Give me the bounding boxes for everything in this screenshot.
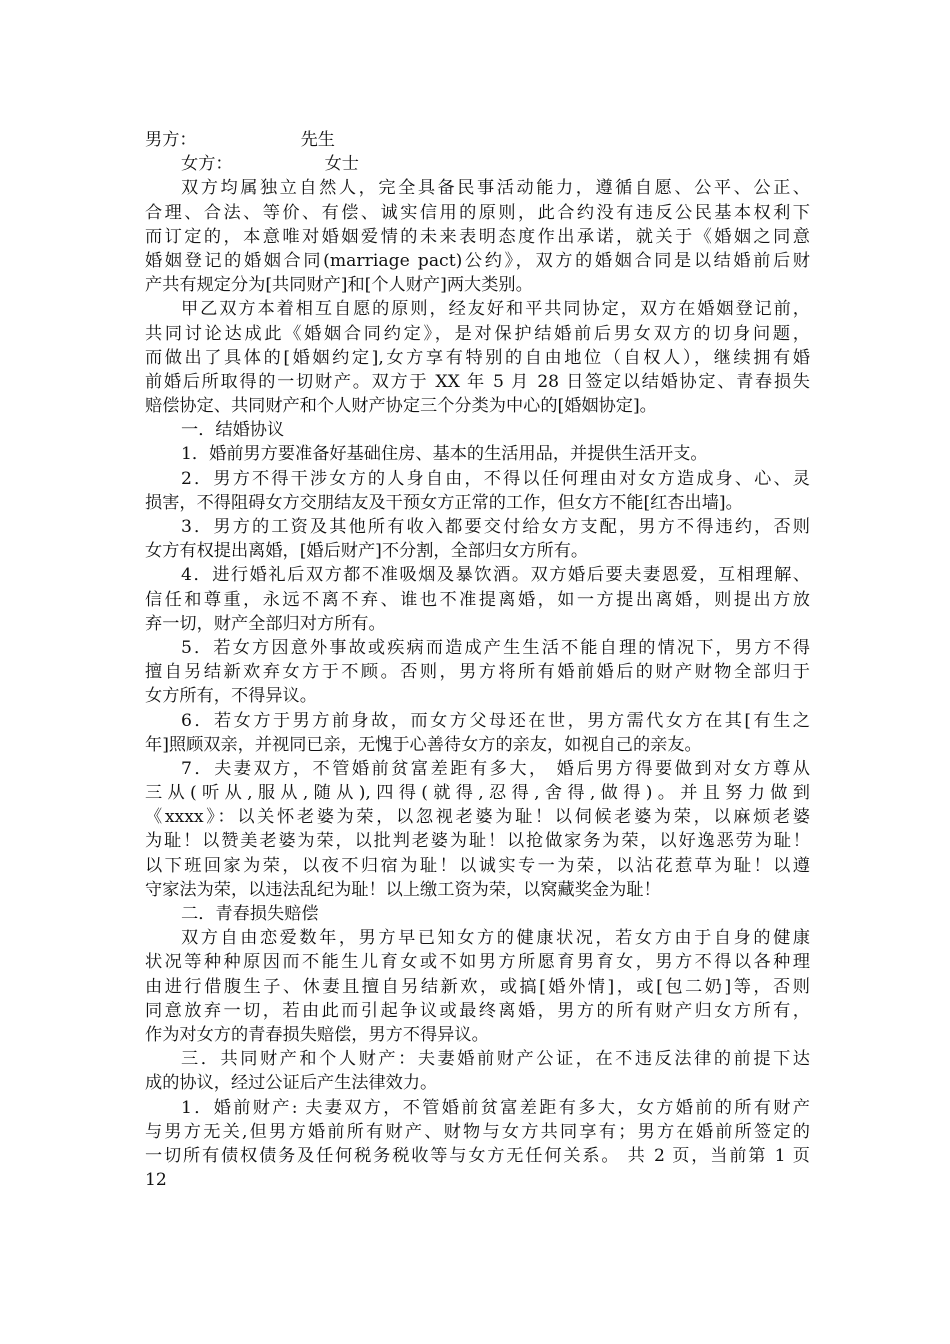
text-line: 产共有规定分为[共同财产]和[个人财产]两大类别。 xyxy=(145,275,533,296)
text-line: 合理、合法、等价、有偿、诚实信用的原则，此合约没有违反公民基本权利下 xyxy=(145,202,810,223)
text-line: 一．结婚协议 xyxy=(181,420,285,441)
text-line: 三．共同财产和个人财产：夫妻婚前财产公证，在不违反法律的前提下达 xyxy=(181,1049,810,1070)
text-line: 状况等种种原因而不能生儿育女或不如男方所愿育男育女，男方不得以各种理 xyxy=(145,952,810,973)
text-line: 甲乙双方本着相互自愿的原则，经友好和平共同协定，双方在婚姻登记前， xyxy=(181,299,810,320)
text-line: 3．男方的工资及其他所有收入都要交付给女方支配，男方不得违约，否则 xyxy=(181,517,810,537)
contract-body xyxy=(145,176,810,1192)
text-line: 三从(听从,服从,随从),四得(就得,忍得,舍得,做得)。并且努力做到 xyxy=(145,783,810,804)
text-line: 1．婚前财产: 夫妻双方，不管婚前贫富差距有多大，女方婚前的所有财产 xyxy=(181,1097,810,1118)
text-line: 信任和尊重，永远不离不弃、谁也不准提离婚，如一方提出离婚，则提出方放 xyxy=(145,589,810,610)
female-line xyxy=(145,152,810,176)
text-line: 损害，不得阻碍女方交朋结友及干预女方正常的工作，但女方不能[红杏出墙]。 xyxy=(145,492,743,513)
text-line: 一切所有债权债务及任何税务税收等与女方无任何关系。 共 2 页，当前第 1 页 xyxy=(145,1145,810,1166)
text-line: 擅自另结新欢弃女方于不顾。否则，男方将所有婚前婚后的财产财物全部归于 xyxy=(145,662,810,683)
text-line: 前婚后所取得的一切财产。双方于 XX 年 5 月 28 日签定以结婚协定、青春损失 xyxy=(145,371,810,392)
text-line: 同意放弃一切，若由此而引起争议或最终离婚，男方的所有财产归女方所有， xyxy=(145,1000,810,1021)
text-line: 1．婚前男方要准备好基础住房、基本的生活用品，并提供生活开支。 xyxy=(181,444,708,465)
text-line: 12 xyxy=(145,1170,167,1191)
male-title: 先生 xyxy=(300,130,335,150)
male-line xyxy=(145,128,810,152)
text-line: 共同讨论达成此《婚姻合同约定》，是对保护结婚前后男女双方的切身问题， xyxy=(145,323,810,344)
text-line: 为耻！以赞美老婆为荣，以批判老婆为耻！以抢做家务为荣，以好逸恶劳为耻！ xyxy=(145,831,810,852)
male-label: 男方： xyxy=(145,130,197,150)
female-label: 女方： xyxy=(181,154,233,175)
text-line: 由进行借腹生子、休妻且擅自另结新欢，或搞[婚外情]，或[包二奶]等，否则 xyxy=(145,976,810,997)
text-line: 婚姻登记的婚姻合同(marriage pact)公约》，双方的婚姻合同是以结婚前后财 xyxy=(145,250,810,271)
text-line: 赔偿协定、共同财产和个人财产协定三个分类为中心的[婚姻协定]。 xyxy=(145,396,657,417)
text-line: 以下班回家为荣，以夜不归宿为耻！以诚实专一为荣，以沾花惹草为耻！以遵 xyxy=(145,855,810,876)
female-title: 女士 xyxy=(324,154,359,175)
text-line: 5．若女方因意外事故或疾病而造成产生生活不能自理的情况下，男方不得 xyxy=(181,637,810,658)
text-line: 作为对女方的青春损失赔偿，男方不得异议。 xyxy=(145,1024,489,1045)
text-line: 女方有权提出离婚，[婚后财产]不分割，全部归女方所有。 xyxy=(145,541,589,562)
contract-page xyxy=(145,128,810,1192)
text-line: 4．进行婚礼后双方都不准吸烟及暴饮酒。双方婚后要夫妻恩爱，互相理解、 xyxy=(181,565,810,586)
text-line: 2．男方不得干涉女方的人身自由，不得以任何理由对女方造成身、心、灵 xyxy=(181,468,810,489)
text-line: 而做出了具体的[婚姻约定],女方享有特别的自由地位（自权人），继续拥有婚 xyxy=(145,347,810,368)
text-line: 而订定的，本意唯对婚姻爱情的未来表明态度作出承诺，就关于《婚姻之同意 xyxy=(145,226,810,247)
text-line: 双方自由恋爱数年，男方早已知女方的健康状况，若女方由于自身的健康 xyxy=(181,928,810,949)
text-line: 双方均属独立自然人，完全具备民事活动能力，遵循自愿、公平、公正、 xyxy=(181,178,810,199)
text-line: 二．青春损失赔偿 xyxy=(181,904,319,924)
text-line: 守家法为荣，以违法乱纪为耻！以上缴工资为荣，以窝藏奖金为耻！ xyxy=(145,879,661,900)
text-line: 7．夫妻双方，不管婚前贫富差距有多大， 婚后男方得要做到对女方尊从 xyxy=(181,758,810,779)
text-line: 6．若女方于男方前身故，而女方父母还在世，男方需代女方在其[有生之 xyxy=(181,710,810,731)
text-line: 女方所有，不得异议。 xyxy=(145,686,317,707)
text-line: 与男方无关,但男方婚前所有财产、财物与女方共同享有；男方在婚前所签定的 xyxy=(145,1121,810,1142)
text-line: 年]照顾双亲，并视同已亲，无愧于心善待女方的亲友，如视自己的亲友。 xyxy=(145,734,702,755)
text-line: 弃一切，财产全部归对方所有。 xyxy=(145,613,386,634)
text-line: 《xxxx》：以关怀老婆为荣，以忽视老婆为耻！以伺候老婆为荣，以麻烦老婆 xyxy=(145,807,810,828)
text-line: 成的协议，经过公证后产生法律效力。 xyxy=(145,1073,438,1094)
